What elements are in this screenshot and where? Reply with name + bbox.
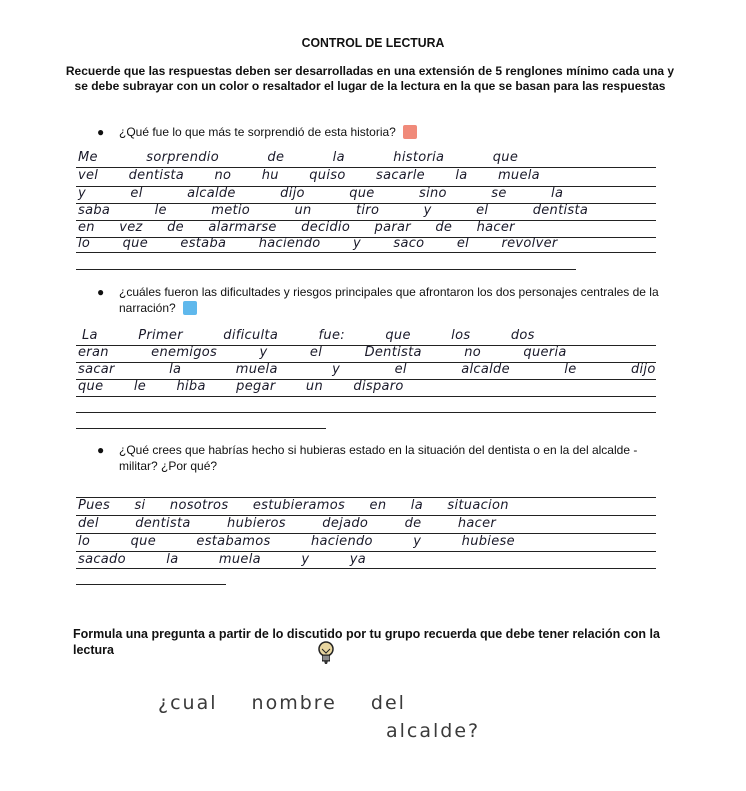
- handwritten-answer-line: vel dentista no hu quiso sacarle la muela: [78, 168, 540, 183]
- instructions-text: Recuerde que las respuestas deben ser desarrolladas en una extensión de 5 renglones mínimo cada una y se debe subrayar con un color o resaltador el lugar de la lectura en la que se basan para las respuestas: [65, 64, 675, 93]
- question-3: [97, 442, 679, 474]
- handwritten-answer-line: lo que estabamos haciendo y hubiese: [78, 534, 515, 549]
- answer-rule: [76, 269, 576, 270]
- answer-rule: [76, 412, 656, 413]
- bullet-icon: ●: [97, 443, 105, 457]
- answer-rule: [76, 252, 656, 253]
- page-title: CONTROL DE LECTURA: [301, 36, 445, 50]
- handwritten-answer-line: lo que estaba haciendo y saco el revolver: [78, 236, 558, 251]
- handwritten-answer-line: saba le metio un tiro y el dentista: [78, 203, 589, 218]
- handwritten-answer-line: en vez de alarmarse decidio parar de hacer: [78, 220, 515, 235]
- handwritten-question-line: alcalde?: [386, 720, 481, 742]
- handwritten-answer-line: y el alcalde dijo que sino se la: [78, 186, 564, 201]
- handwritten-answer-line: Pues si nosotros estubieramos en la situacion: [78, 498, 509, 513]
- answer-rule: [76, 584, 226, 585]
- highlighter-mark-icon: [403, 125, 417, 139]
- handwritten-answer-line: del dentista hubieros dejado de hacer: [78, 516, 497, 531]
- answer-rule: [76, 428, 326, 429]
- bullet-icon: ●: [97, 125, 105, 139]
- handwritten-answer-line: que le hiba pegar un disparo: [78, 379, 404, 394]
- formula-prompt: Formula una pregunta a partir de lo discutido por tu grupo recuerda que debe tener relación con la lectura: [73, 627, 660, 657]
- highlighter-mark-icon: [183, 301, 197, 315]
- answer-rule: [76, 396, 656, 397]
- question-3-text: ¿Qué crees que habrías hecho si hubieras estado en la situación del dentista o en la del alcalde - militar? ¿Por qué?: [119, 443, 638, 473]
- handwritten-answer-line: eran enemigos y el Dentista no queria: [78, 345, 567, 360]
- handwritten-answer-line: sacar la muela y el alcalde le dijo: [78, 362, 656, 377]
- lightbulb-icon: [316, 640, 336, 671]
- bullet-icon: ●: [97, 285, 105, 299]
- handwritten-answer-line: sacado la muela y ya: [78, 552, 366, 567]
- question-2-text: ¿cuáles fueron las dificultades y riesgos principales que afrontaron los dos personajes centrales de la narración?: [119, 285, 659, 315]
- question-2: [97, 284, 659, 316]
- handwritten-answer-line: La Primer dificulta fue: que los dos: [82, 328, 535, 343]
- question-1: [97, 124, 679, 140]
- question-1-text: ¿Qué fue lo que más te sorprendió de esta historia?: [119, 125, 396, 139]
- handwritten-question-line: ¿cual nombre del: [158, 692, 406, 714]
- handwritten-answer-line: Me sorprendio de la historia que: [78, 150, 519, 165]
- answer-rule: [76, 568, 656, 569]
